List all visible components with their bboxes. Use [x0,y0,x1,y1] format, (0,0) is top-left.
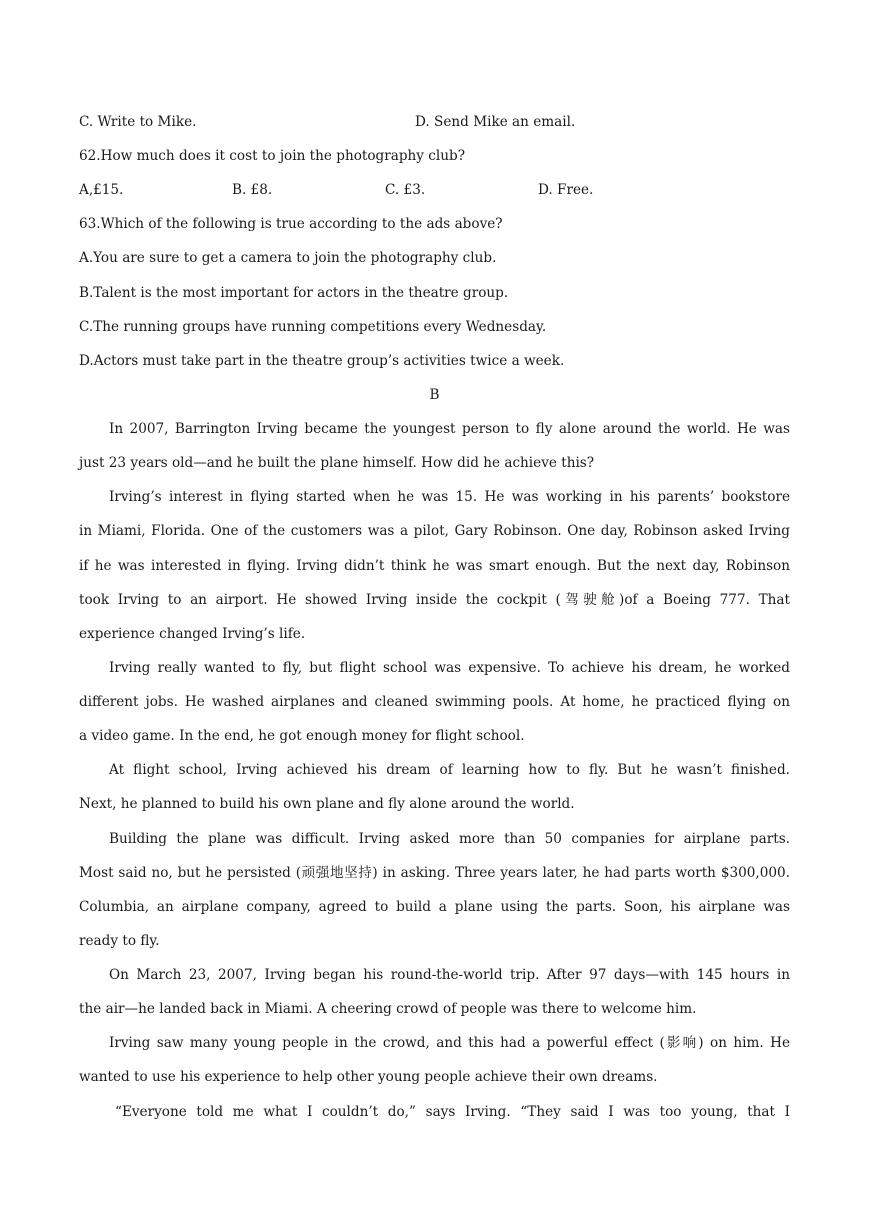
q63-question: 63.Which of the following is true according to the ads above? [79,216,503,232]
passage-line: Columbia, an airplane company, agreed to build a plane using the parts. Soon, his airplane was [79,899,790,915]
q61-option-c: C. Write to Mike. [79,114,197,130]
section-label: B [429,387,440,403]
passage-line: Building the plane was difficult. Irving asked more than 50 companies for airplane parts. [109,831,790,847]
q61-option-d: D. Send Mike an email. [415,114,576,130]
passage-line: a video game. In the end, he got enough money for flight school. [79,728,525,744]
passage-line: Irving’s interest in flying started when he was 15. He was working in his parents’ bookstore [109,489,790,505]
q62-question: 62.How much does it cost to join the photography club? [79,148,465,164]
q62-option-d: D. Free. [538,182,594,198]
passage-line: if he was interested in flying. Irving didn’t think he was smart enough. But the next day, Robinson [79,558,790,574]
passage-line: just 23 years old—and he built the plane himself. How did he achieve this? [79,455,595,471]
passage-line: ready to fly. [79,933,160,949]
q63-option-a: A.You are sure to get a camera to join the photography club. [79,250,497,266]
q62-option-b: B. £8. [232,182,273,198]
passage-line: Next, he planned to build his own plane and fly alone around the world. [79,796,575,812]
passage-line: different jobs. He washed airplanes and cleaned swimming pools. At home, he practiced flying on [79,694,790,710]
passage-line: wanted to use his experience to help other young people achieve their own dreams. [79,1069,658,1085]
q62-option-c: C. £3. [385,182,426,198]
passage-line: Most said no, but he persisted (顽强地坚持) in asking. Three years later, he had parts worth $300,000. [79,865,790,881]
passage-line: On March 23, 2007, Irving began his round-the-world trip. After 97 days—with 145 hours in [109,967,790,983]
q63-option-d: D.Actors must take part in the theatre group’s activities twice a week. [79,353,565,369]
passage-line: in Miami, Florida. One of the customers was a pilot, Gary Robinson. One day, Robinson asked Irving [79,523,790,539]
passage-line: experience changed Irving’s life. [79,626,306,642]
q63-option-c: C.The running groups have running competitions every Wednesday. [79,319,547,335]
passage-line: took Irving to an airport. He showed Irving inside the cockpit (驾驶舱)of a Boeing 777. That [79,592,790,608]
passage-line: “Everyone told me what I couldn’t do,” says Irving. “They said I was too young, that I [115,1104,790,1120]
passage-line: At flight school, Irving achieved his dream of learning how to fly. But he wasn’t finished. [109,762,790,778]
passage-line: In 2007, Barrington Irving became the youngest person to fly alone around the world. He was [109,421,790,437]
q63-option-b: B.Talent is the most important for actors in the theatre group. [79,285,509,301]
passage-line: Irving really wanted to fly, but flight school was expensive. To achieve his dream, he worked [109,660,790,676]
passage-line: Irving saw many young people in the crowd, and this had a powerful effect (影响) on him. He [109,1035,790,1051]
passage-line: the air—he landed back in Miami. A cheering crowd of people was there to welcome him. [79,1001,697,1017]
q62-option-a: A,£15. [79,182,124,198]
